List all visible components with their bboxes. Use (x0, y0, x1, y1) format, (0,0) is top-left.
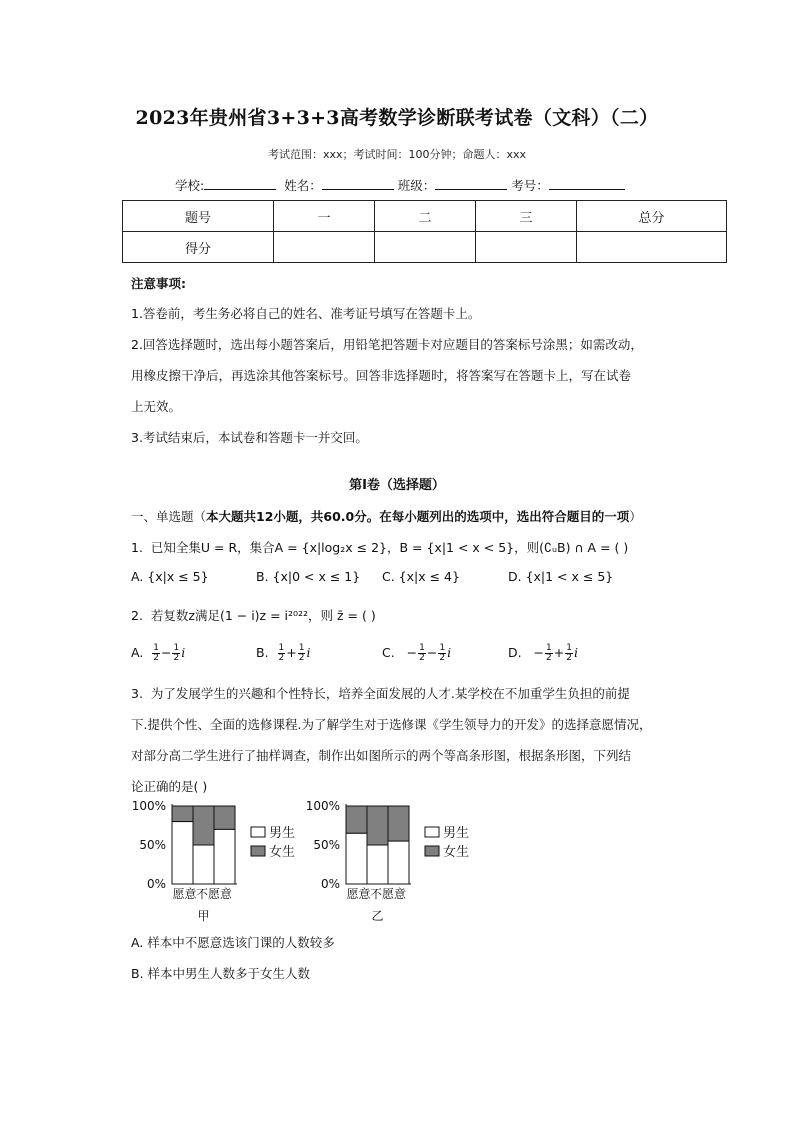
school-input[interactable] (204, 177, 276, 190)
part-one-prefix: 一、单选题（ (131, 509, 207, 524)
fraction: $\frac{1}{2}$ (153, 643, 159, 663)
score-header-cell: 二 (375, 201, 476, 232)
number-label: 考号： (511, 178, 549, 193)
option-op: + (553, 645, 565, 660)
question-text: 下.提供个性、全面的选修课程.为了解学生对于选修课《学生领导力的开发》的选择意愿情况， (131, 717, 652, 732)
legend-swatch-male (425, 827, 439, 837)
note-item: 1.答卷前，考生务必将自己的姓名、准考证号填写在答题卡上。 (131, 306, 481, 321)
fraction: $\frac{1}{2}$ (278, 643, 285, 663)
score-header-cell: 三 (476, 201, 577, 232)
class-label: 班级： (397, 178, 436, 193)
question-text: 对部分高二学生进行了抽样调查，制作出如图所示的两个等高条形图，根据条形图，下列结 (131, 748, 632, 763)
question-3 (131, 684, 630, 702)
bar-female (346, 806, 367, 833)
score-table-row (123, 232, 727, 263)
fraction: $\frac{1}{2}$ (439, 643, 446, 663)
legend-label-male: 男生 (443, 826, 470, 841)
legend-label-female: 女生 (443, 845, 470, 860)
legend-swatch-female (425, 846, 439, 856)
bar-female (172, 806, 193, 822)
question-text: 已知全集U = R，集合A = {x|log₂x ≤ 2}，B = {x|1 < x < 5}，则(∁ᵤB) ∩ A = ( ) (150, 540, 629, 555)
chart-title: 乙 (371, 909, 384, 923)
student-info-row (175, 176, 625, 194)
y-tick-label: 100% (131, 799, 166, 813)
legend-swatch-female (251, 846, 265, 856)
bar-female (367, 806, 388, 845)
fraction: $\frac{1}{2}$ (173, 643, 180, 663)
q2-option-a[interactable] (131, 644, 185, 663)
option-letter: C. (382, 645, 395, 660)
fraction: $\frac{1}{2}$ (419, 643, 425, 663)
note-item: 上无效。 (131, 399, 182, 414)
score-table (122, 200, 727, 263)
imag-unit: i (181, 645, 186, 660)
fraction: $\frac{1}{2}$ (546, 643, 552, 663)
bar-male (214, 829, 235, 884)
note-item: 用橡皮擦干净后，再选涂其他答案标号。回答非选择题时，将答案写在答题卡上，写在试卷 (131, 368, 632, 383)
score-row-label: 得分 (123, 232, 274, 263)
bar-female (214, 806, 235, 829)
x-tick-label: 不愿意 (195, 887, 233, 901)
bar-male (367, 845, 388, 884)
question-text: 论正确的是( ) (131, 779, 208, 794)
option-letter: D. (508, 645, 522, 660)
x-tick-label: 不愿意 (369, 887, 407, 901)
bar-male (388, 841, 409, 884)
question-text: 若复数z满足(1 − i)z = i²⁰²²，则 z̄ = ( ) (150, 608, 376, 623)
q1-option-c[interactable]: C. {x|x ≤ 4} (382, 569, 460, 584)
option-sign: − (406, 645, 418, 660)
chart-yi (296, 796, 486, 926)
chart-jia (122, 796, 296, 926)
x-tick-label: 愿意 (172, 887, 197, 901)
score-table-header-row (123, 201, 727, 232)
q1-option-b[interactable]: B. {x|0 < x ≤ 1} (256, 569, 361, 584)
imag-unit: i (306, 645, 311, 660)
question-2 (131, 606, 376, 624)
score-cell[interactable] (375, 232, 476, 263)
imag-unit: i (447, 645, 452, 660)
part-one-desc: 本大题共12小题，共60.0分。在每小题列出的选项中，选出符合题目的一项 (206, 509, 630, 524)
bar-male (193, 845, 214, 884)
legend-label-female: 女生 (269, 845, 296, 860)
option-sign: − (533, 645, 545, 660)
note-item: 3.考试结束后，本试卷和答题卡一并交回。 (131, 430, 368, 445)
name-label: 姓名： (284, 178, 322, 193)
fraction: $\frac{1}{2}$ (298, 643, 305, 663)
score-cell[interactable] (577, 232, 727, 263)
question-number: 1. (131, 540, 143, 555)
question-number: 3. (131, 686, 143, 701)
option-op: − (426, 645, 438, 660)
school-label: 学校: (175, 178, 205, 193)
imag-unit: i (573, 645, 578, 660)
y-tick-label: 50% (313, 838, 340, 852)
legend-label-male: 男生 (269, 826, 296, 841)
score-header-cell: 总分 (577, 201, 727, 232)
class-input[interactable] (435, 177, 507, 190)
number-input[interactable] (549, 177, 625, 190)
note-item: 2.回答选择题时，选出每小题答案后，用铅笔把答题卡对应题目的答案标号涂黑；如需改动， (131, 337, 643, 352)
q3-option-b[interactable]: B. 样本中男生人数多于女生人数 (131, 966, 311, 981)
chart-title: 甲 (197, 909, 210, 923)
score-header-cell: 题号 (123, 201, 274, 232)
q3-option-a[interactable]: A. 样本中不愿意选该门课的人数较多 (131, 935, 335, 950)
legend-swatch-male (251, 827, 265, 837)
bar-female (388, 806, 409, 841)
y-tick-label: 0% (320, 877, 340, 891)
question-1 (131, 538, 628, 556)
option-letter: A. (131, 645, 144, 660)
notes-title: 注意事项: (131, 276, 186, 291)
option-letter: B. (256, 645, 269, 660)
y-tick-label: 0% (146, 877, 166, 891)
score-header-cell: 一 (274, 201, 375, 232)
page-title: 2023年贵州省3+3+3高考数学诊断联考试卷（文科）（二） (135, 107, 659, 129)
option-op: − (161, 645, 172, 660)
bar-male (172, 822, 193, 884)
exam-subtitle: 考试范围：xxx；考试时间：100分钟；命题人：xxx (267, 148, 527, 161)
q2-option-c[interactable] (382, 644, 451, 663)
question-number: 2. (131, 608, 143, 623)
part-one-suffix: ） (629, 509, 642, 524)
x-tick-label: 愿意 (346, 887, 371, 901)
q1-option-d[interactable]: D. {x|1 < x ≤ 5} (508, 569, 614, 584)
question-text: 为了发展学生的兴趣和个性特长，培养全面发展的人才.某学校在不加重学生负担的前提 (150, 686, 630, 701)
bar-female (193, 806, 214, 845)
name-input[interactable] (322, 177, 394, 190)
score-cell[interactable] (476, 232, 577, 263)
fraction: $\frac{1}{2}$ (566, 643, 572, 663)
option-op: + (286, 645, 297, 660)
y-tick-label: 50% (139, 838, 166, 852)
y-tick-label: 100% (305, 799, 340, 813)
q1-option-a[interactable]: A. {x|x ≤ 5} (131, 569, 209, 584)
q2-option-d[interactable] (508, 644, 578, 663)
q2-option-b[interactable] (256, 644, 310, 663)
score-cell[interactable] (274, 232, 375, 263)
part-one-heading (131, 507, 642, 525)
bar-male (346, 833, 367, 884)
section-title: 第I卷（选择题） (349, 478, 445, 493)
